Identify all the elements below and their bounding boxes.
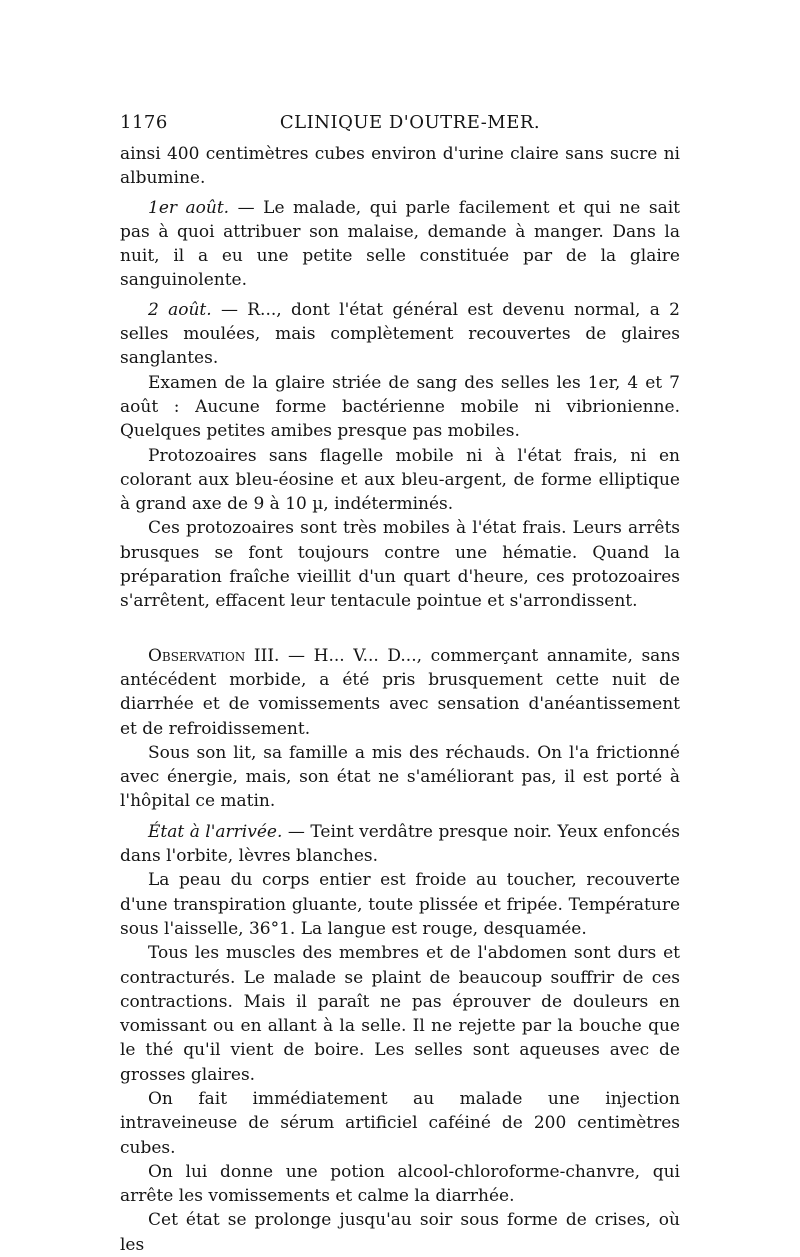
paragraph-etat-arrivee: État à l'arrivée. — Teint verdâtre presque noir. Yeux enfoncés dans l'orbite, lèvres blanches. [120,821,681,867]
paragraph-potion: On lui donne une potion alcool-chloroforme-chanvre, qui arrête les vomissements et calme la diarrhée. [120,1161,680,1207]
paragraph-peau: La peau du corps entier est froide au toucher, recouverte d'une transpiration gluante, toute plissée et fripée. Température sous l'aisselle, 36°1. La langue est rouge, desquamée. [120,870,680,939]
date-lead: 1er août. [148,197,230,218]
paragraph-crises: Cet état se prolonge jusqu'au soir sous forme de crises, où les [120,1210,680,1255]
section-lead: État à l'arrivée. [148,821,283,842]
page-header [120,112,680,142]
paragraph-muscles: Tous les muscles des membres et de l'abdomen sont durs et contracturés. Le malade se plaint de beaucoup souffrir de ces contractions. Mais il paraît ne pas éprouver de douleurs en vomissant ou en allant à la selle. Il ne rejette par la bouche que le thé qu'il vient de boire. Les selles sont aqueuses avec de grosses glaires. [120,943,680,1085]
running-title: CLINIQUE D'OUTRE-MER. [279,112,541,133]
paragraph-aout-2: 2 août. — R..., dont l'état général est devenu normal, a 2 selles moulées, mais complètement recouvertes de glaires sanglantes. [120,299,680,369]
paragraph-protozoaires: Protozoaires sans flagelle mobile ni à l'état frais, ni en colorant aux bleu-éosine et aux bleu-argent, de forme elliptique à grand axe de 9 à 10 µ, indéterminés. [120,445,680,515]
observation-heading: Observation III. [148,645,280,666]
paragraph-observation-3: Observation III. — H... V... D..., commerçant annamite, sans antécédent morbide, a été pris brusquement cette nuit de diarrhée et de vomissements avec sensation d'anéantissement et de refroidissement. [120,645,680,739]
paragraph-rechauds: Sous son lit, sa famille a mis des réchauds. On l'a frictionné avec énergie, mais, son état ne s'améliorant pas, il est porté à l'hôpital ce matin. [120,742,680,812]
paragraph-mobilite: Ces protozoaires sont très mobiles à l'état frais. Leurs arrêts brusques se font toujours contre une hématie. Quand la préparation fraîche vieillit d'un quart d'heure, ces protozoaires s'arrêtent, effacent leur tentacule pointue et s'arrondissent. [120,518,680,612]
paragraph-injection: On fait immédiatement au malade une injection intraveineuse de sérum artificiel caféiné de 200 centimètres cubes. [120,1088,680,1158]
date-lead: 2 août. [148,299,212,320]
page-number: 1176 [120,112,168,133]
paragraph-examen: Examen de la glaire striée de sang des selles les 1er, 4 et 7 août : Aucune forme bactérienne mobile ni vibrionienne. Quelques petites amibes presque pas mobiles. [120,372,680,442]
document-page [120,112,680,1257]
body-text [120,142,680,1257]
paragraph-aout-1: 1er août. — Le malade, qui parle facilement et qui ne sait pas à quoi attribuer son malaise, demande à manger. Dans la nuit, il a eu une petite selle constituée par de la glaire sanguinolente. [120,197,680,291]
paragraph-continuation: ainsi 400 centimètres cubes environ d'urine claire sans sucre ni albumine. [120,144,680,189]
